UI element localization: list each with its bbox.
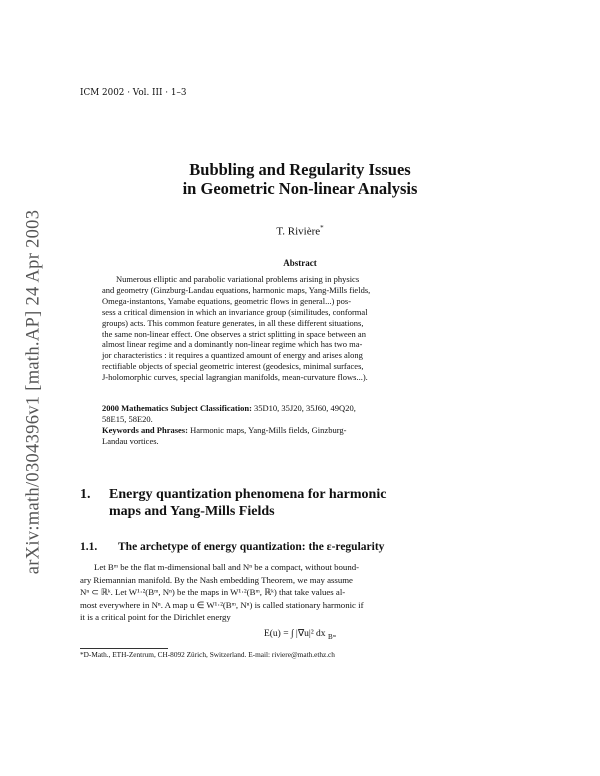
keywords-label: Keywords and Phrases: [102, 425, 188, 435]
equation-text: E(u) = ∫ |∇u|² dx [263, 629, 326, 639]
keywords [102, 425, 500, 447]
author [80, 224, 520, 238]
msc-value: 35D10, 35J20, 35J60, 49Q20, [254, 403, 356, 413]
section-number: 1. [80, 487, 91, 502]
section-title [109, 486, 529, 520]
body-line: it is a critical point for the Dirichlet energy [80, 612, 231, 623]
arxiv-side-stamp: arXiv:math/0304396v1 [math.AP] 24 Apr 2003 [23, 209, 44, 575]
msc-classification [102, 403, 500, 425]
body-text [80, 561, 520, 624]
msc-value-2: 58E15, 58E20. [102, 413, 153, 424]
abstract-line: Omega-instantons, Yamabe equations, geometric flows in general...) pos- [102, 295, 352, 306]
subsection-title: The archetype of energy quantization: the ε-regularity [118, 541, 385, 553]
abstract-line: and geometry (Ginzburg-Landau equations, harmonic maps, Yang-Mills fields, [102, 284, 371, 295]
footnote: *D-Math., ETH-Zentrum, CH-8092 Zürich, Switzerland. E-mail: riviere@math.ethz.ch [80, 650, 335, 659]
abstract-line: Numerous elliptic and parabolic variational problems arising in physics [116, 274, 360, 284]
title-line-2: in Geometric Non-linear Analysis [182, 179, 418, 198]
abstract-line: groups) acts. This common feature generates, in all these different situations, [102, 317, 364, 328]
body-line: most everywhere in Nⁿ. A map u ∈ W¹·²(Bᵐ, Nⁿ) is called stationary harmonic if [80, 599, 364, 610]
abstract-heading: Abstract [283, 258, 317, 268]
abstract-line: almost linear regime and a dominantly non-linear regime which has two ma- [102, 339, 363, 350]
footnote-rule [80, 648, 168, 649]
body-line: Nⁿ ⊂ ℝᵏ. Let W¹·²(Bᵐ, Nⁿ) be the maps in W¹·²(Bᵐ, ℝᵏ) that take values al- [80, 587, 346, 598]
abstract-line: rectifiable objects of special geometric interest (geodesics, minimal surfaces, [102, 361, 364, 372]
abstract-body [102, 274, 500, 383]
running-head: ICM 2002 · Vol. III · 1–3 [80, 88, 187, 98]
subsection-number: 1.1. [80, 541, 98, 553]
equation-domain: Bᵐ [327, 632, 337, 641]
abstract-line: sess a critical dimension in which an invariance group (similitudes, conformal [102, 306, 368, 317]
abstract-line: the same non-linear effect. One observes a strict splitting in space between an [102, 328, 366, 339]
title-line-1: Bubbling and Regularity Issues [189, 160, 411, 179]
keywords-value: Harmonic maps, Yang-Mills fields, Ginzburg- [190, 425, 347, 435]
paper-title [80, 160, 520, 198]
dirichlet-energy-equation [80, 628, 520, 641]
abstract-line: J-holomorphic curves, special lagrangian manifolds, mean-curvature flows...). [102, 372, 368, 383]
author-name: T. Rivière [276, 225, 321, 238]
body-line: ary Riemannian manifold. By the Nash embedding Theorem, we may assume [80, 574, 353, 585]
section-title-line-1: Energy quantization phenomena for harmonic [109, 487, 387, 502]
section-title-line-2: maps and Yang-Mills Fields [109, 504, 275, 519]
keywords-value-2: Landau vortices. [102, 435, 159, 446]
abstract-line: jor characteristics : it requires a quantized amount of energy and arises along [102, 350, 363, 361]
author-footnote-mark: * [320, 224, 324, 232]
body-line: Let Bᵐ be the flat m-dimensional ball and Nⁿ be a compact, without bound- [94, 562, 360, 572]
msc-label: 2000 Mathematics Subject Classification: [102, 403, 252, 413]
